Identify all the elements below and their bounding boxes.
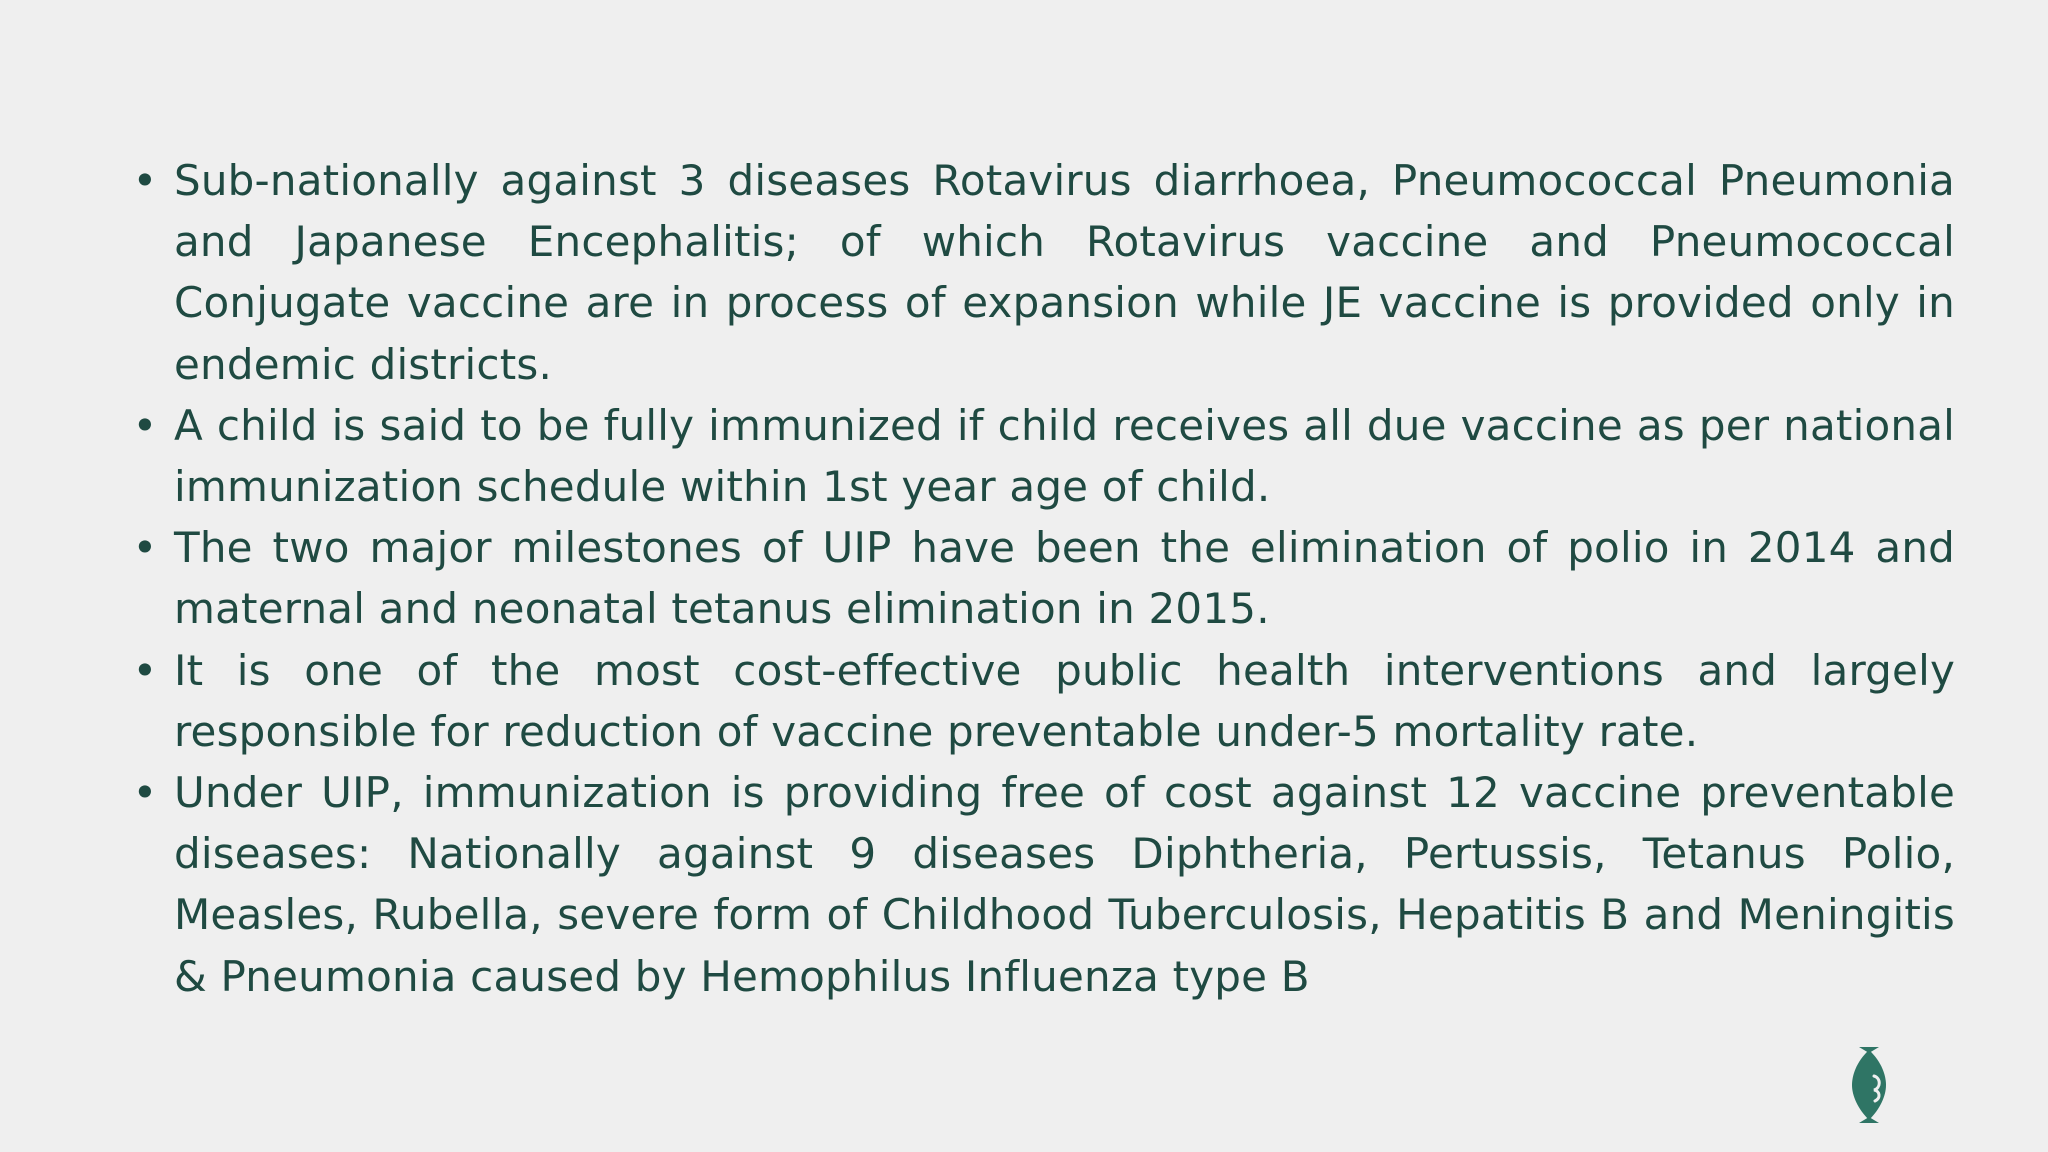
bullet-item bbox=[130, 395, 1955, 517]
bullet-item bbox=[130, 517, 1955, 639]
bullet-item bbox=[130, 762, 1955, 1007]
bullet-marker: • bbox=[132, 768, 158, 818]
logo-top-tip bbox=[1859, 1047, 1879, 1053]
bullet-item bbox=[130, 150, 1955, 395]
leaf-logo-icon bbox=[1846, 1044, 1892, 1126]
bullet-marker: • bbox=[132, 523, 158, 573]
bullet-text: It is one of the most cost-effective public health interventions and largely responsible for reduction of vaccine preventable under-5 mortality rate. bbox=[174, 645, 1955, 756]
bullet-text: A child is said to be fully immunized if child receives all due vaccine as per national immunization schedule within 1st year age of child. bbox=[174, 400, 1955, 512]
bullet-marker: • bbox=[132, 645, 158, 695]
bullet-text: The two major milestones of UIP have been the elimination of polio in 2014 and maternal and neonatal tetanus elimination in 2015. bbox=[174, 523, 1955, 634]
logo-leaf-shape bbox=[1852, 1050, 1886, 1120]
leaf-logo-svg bbox=[1846, 1044, 1892, 1126]
bullet-item bbox=[130, 640, 1955, 762]
bullet-marker: • bbox=[132, 400, 158, 450]
bullet-text: Under UIP, immunization is providing free of cost against 12 vaccine preventable diseases: Nationally against 9 diseases Diphtheria, Pertussis, Tetanus Polio, Measles, Rubella, severe form of Childhood Tuberculosis, Hepatitis B and Meningitis & Pneumonia caused by Hemophilus Influenza type B bbox=[174, 768, 1955, 1001]
bullet-list bbox=[130, 150, 1955, 1007]
bullet-marker: • bbox=[132, 156, 158, 205]
logo-bottom-tip bbox=[1859, 1117, 1879, 1123]
bullet-text: Sub-nationally against 3 diseases Rotavirus diarrhoea, Pneumococcal Pneumonia and Japanese Encephalitis; of which Rotavirus vaccine and Pneumococcal Conjugate vaccine are in process of expansion while JE vaccine is provided only in endemic districts. bbox=[174, 156, 1955, 389]
